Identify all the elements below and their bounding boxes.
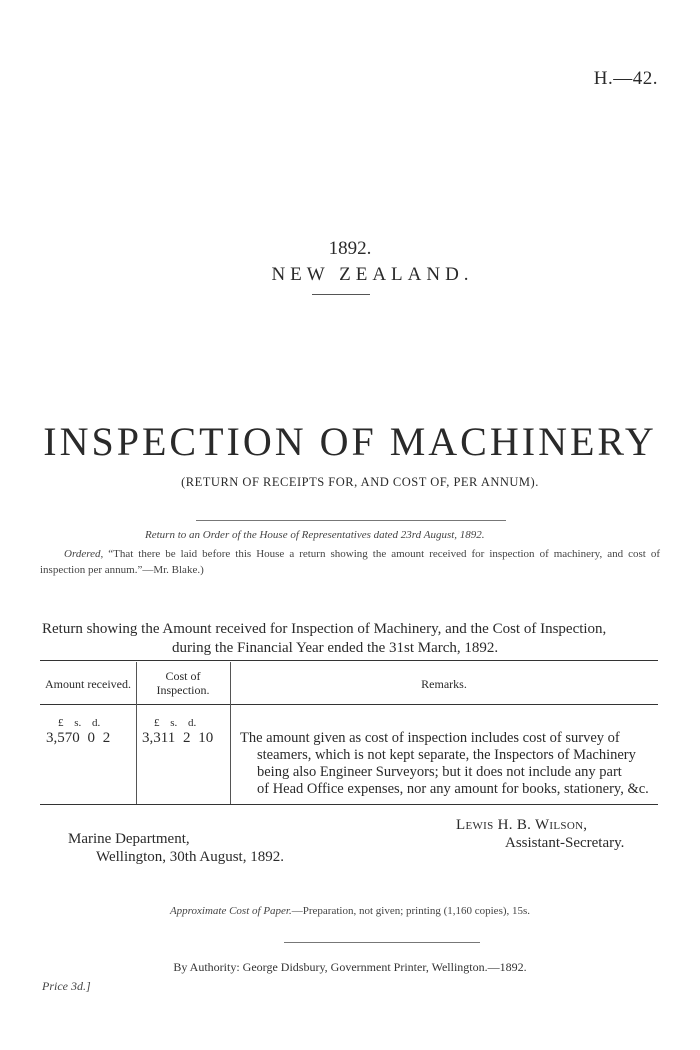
- header-remarks: Remarks.: [421, 677, 467, 691]
- ordered-paragraph: [40, 546, 660, 578]
- divider: [196, 520, 506, 521]
- header-cost-of-inspection: [136, 669, 230, 697]
- year: 1892.: [328, 238, 372, 259]
- divider: [284, 942, 480, 943]
- paper-reference: H.—42.: [593, 68, 658, 89]
- intro-line: Return showing the Amount received for Inspection of Machinery, and the Cost of Inspection,: [42, 621, 607, 637]
- approx-cost-label: Approximate Cost of Paper.: [169, 905, 292, 917]
- approx-cost-text: —Preparation, not given; printing (1,160 copies), 15s.: [291, 905, 531, 917]
- return-intro: [42, 620, 658, 658]
- remarks-text: [240, 730, 658, 798]
- remarks-line: of Head Office expenses, nor any amount for books, stationery, &c.: [257, 781, 649, 797]
- divider: [312, 294, 370, 295]
- table-rule: [40, 660, 658, 661]
- remarks-line: being also Engineer Surveyors; but it does not include any part: [257, 764, 622, 780]
- remarks-line: The amount given as cost of inspection includes cost of survey of: [240, 730, 620, 746]
- price: Price 3d.]: [42, 979, 91, 993]
- signatory-title: Assistant-Secretary.: [505, 835, 625, 851]
- department: Marine Department,: [68, 831, 190, 847]
- return-order-text: Return to an Order of the House of Representatives dated 23rd August, 1892.: [145, 529, 485, 541]
- header-cost-line: Cost of: [165, 669, 201, 683]
- remarks-line: steamers, which is not kept separate, the Inspectors of Machinery: [257, 747, 636, 763]
- table-rule: [40, 704, 658, 705]
- approximate-cost-note: [0, 905, 700, 917]
- country-heading: NEW ZEALAND.: [271, 264, 474, 285]
- ordered-label: Ordered,: [64, 548, 104, 560]
- printer-authority: By Authority: George Didsbury, Government Printer, Wellington.—1892.: [173, 960, 527, 974]
- header-cost-line: Inspection.: [156, 683, 210, 697]
- currency-units: £ s. d.: [58, 717, 101, 729]
- document-title: INSPECTION OF MACHINERY: [43, 419, 657, 464]
- document-subtitle: (RETURN OF RECEIPTS FOR, AND COST OF, PER ANNUM).: [181, 475, 539, 489]
- intro-line: during the Financial Year ended the 31st March, 1892.: [172, 640, 499, 656]
- signatory-name: Lewis H. B. Wilson,: [456, 817, 588, 833]
- amount-received-value: 3,570 0 2: [46, 730, 111, 746]
- table-rule: [40, 804, 658, 805]
- department-date: Wellington, 30th August, 1892.: [96, 849, 284, 865]
- ordered-text: “That there be laid before this House a return showing the amount received for inspection of machinery, and cost of inspection per annum.”—Mr. Blake.): [40, 548, 660, 576]
- header-amount-received: Amount received.: [45, 677, 131, 691]
- currency-units: £ s. d.: [154, 717, 197, 729]
- cost-of-inspection-value: 3,311 2 10: [142, 730, 214, 746]
